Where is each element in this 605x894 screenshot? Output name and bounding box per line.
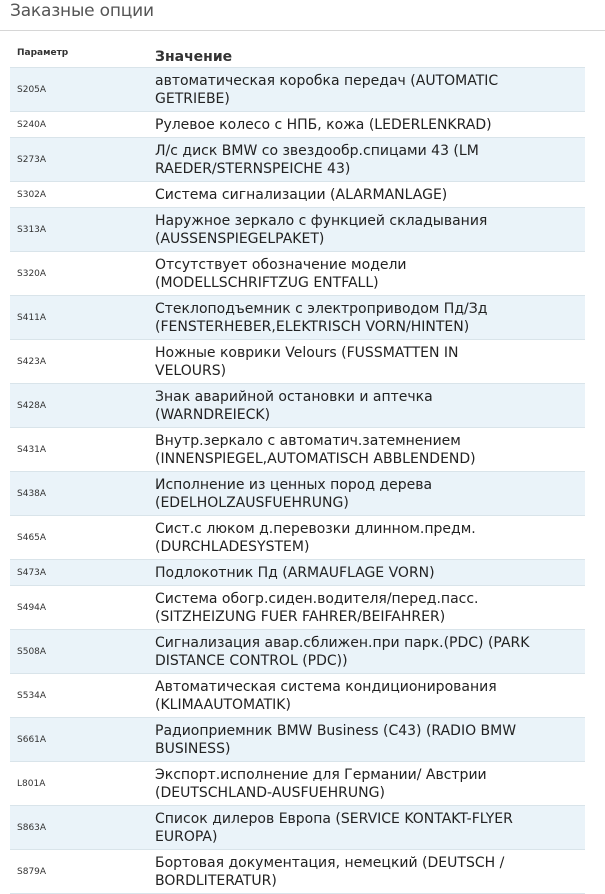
- option-value: Исполнение из ценных пород дерева (EDELHOLZAUSFUEHRUNG): [155, 472, 585, 516]
- table-row: [10, 674, 585, 718]
- option-value: Сигнализация авар.сближен.при парк.(PDC) (PARK DISTANCE CONTROL (PDC)): [155, 630, 585, 674]
- option-code: S411A: [10, 296, 155, 340]
- option-value: Л/с диск BMW со звездообр.спицами 43 (LM RAEDER/STERNSPEICHE 43): [155, 138, 585, 182]
- option-code: S423A: [10, 340, 155, 384]
- page-header: [0, 0, 605, 31]
- option-code: S428A: [10, 384, 155, 428]
- options-table: [10, 41, 585, 894]
- option-code: S534A: [10, 674, 155, 718]
- option-value: Ножные коврики Velours (FUSSMATTEN IN VELOURS): [155, 340, 585, 384]
- option-code: S302A: [10, 182, 155, 208]
- table-row: [10, 560, 585, 586]
- option-code: S661A: [10, 718, 155, 762]
- table-row: [10, 630, 585, 674]
- option-value: Наружное зеркало с функцией складывания (AUSSENSPIEGELPAKET): [155, 208, 585, 252]
- option-value: Стеклоподъемник с электроприводом Пд/Зд (FENSTERHEBER,ELEKTRISCH VORN/HINTEN): [155, 296, 585, 340]
- table-row: [10, 296, 585, 340]
- table-row: [10, 850, 585, 894]
- table-row: [10, 718, 585, 762]
- option-code: S431A: [10, 428, 155, 472]
- table-row: [10, 182, 585, 208]
- table-row: [10, 472, 585, 516]
- option-code: S240A: [10, 112, 155, 138]
- option-value: Отсутствует обозначение модели (MODELLSCHRIFTZUG ENTFALL): [155, 252, 585, 296]
- option-code: S863A: [10, 806, 155, 850]
- option-code: S508A: [10, 630, 155, 674]
- option-code: S273A: [10, 138, 155, 182]
- option-code: S205A: [10, 68, 155, 112]
- option-code: S465A: [10, 516, 155, 560]
- option-code: S438A: [10, 472, 155, 516]
- table-row: [10, 138, 585, 182]
- option-value: Внутр.зеркало с автоматич.затемнением (INNENSPIEGEL,AUTOMATISCH ABBLENDEND): [155, 428, 585, 472]
- table-row: [10, 806, 585, 850]
- page-title: Заказные опции: [10, 1, 154, 21]
- option-value: автоматическая коробка передач (AUTOMATIC GETRIEBE): [155, 68, 585, 112]
- table-row: [10, 112, 585, 138]
- table-row: [10, 762, 585, 806]
- option-value: Список дилеров Европа (SERVICE KONTAKT-FLYER EUROPA): [155, 806, 585, 850]
- table-row: [10, 68, 585, 112]
- table-row: [10, 586, 585, 630]
- table-row: [10, 428, 585, 472]
- option-value: Система обогр.сиден.водителя/перед.пасс. (SITZHEIZUNG FUER FAHRER/BEIFAHRER): [155, 586, 585, 630]
- column-header-value: Значение: [155, 49, 233, 65]
- table-header: [10, 41, 585, 68]
- table-row: [10, 208, 585, 252]
- option-value: Радиоприемник BMW Business (C43) (RADIO BMW BUSINESS): [155, 718, 585, 762]
- option-value: Знак аварийной остановки и аптечка (WARNDREIECK): [155, 384, 585, 428]
- column-header-param: Параметр: [17, 48, 69, 58]
- option-code: S473A: [10, 560, 155, 586]
- table-row: [10, 516, 585, 560]
- option-value: Рулевое колесо с НПБ, кожа (LEDERLENKRAD): [155, 112, 585, 138]
- option-value: Система сигнализации (ALARMANLAGE): [155, 182, 585, 208]
- option-value: Подлокотник Пд (ARMAUFLAGE VORN): [155, 560, 585, 586]
- table-row: [10, 252, 585, 296]
- option-value: Бортовая документация, немецкий (DEUTSCH / BORDLITERATUR): [155, 850, 585, 894]
- option-value: Сист.с люком д.перевозки длинном.предм. (DURCHLADESYSTEM): [155, 516, 585, 560]
- option-value: Экспорт.исполнение для Германии/ Австрии (DEUTSCHLAND-AUSFUEHRUNG): [155, 762, 585, 806]
- option-code: L801A: [10, 762, 155, 806]
- option-code: S879A: [10, 850, 155, 894]
- table-row: [10, 340, 585, 384]
- option-code: S320A: [10, 252, 155, 296]
- option-value: Автоматическая система кондиционирования (KLIMAAUTOMATIK): [155, 674, 585, 718]
- option-code: S313A: [10, 208, 155, 252]
- table-row: [10, 384, 585, 428]
- option-code: S494A: [10, 586, 155, 630]
- table-body: [10, 68, 585, 894]
